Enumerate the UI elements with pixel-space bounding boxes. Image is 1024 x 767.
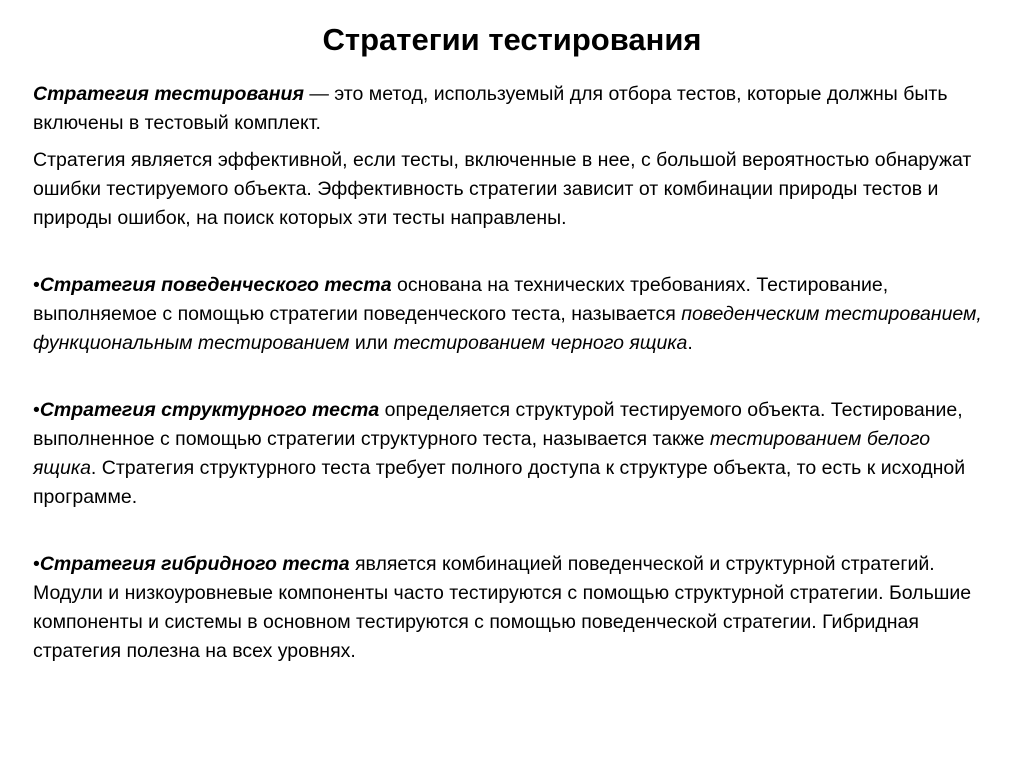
definition-text: — это метод, используемый для отбора тестов, которые должны быть включены в тестовый комплект. [33, 83, 948, 134]
bullet-icon: • [33, 553, 40, 575]
hybrid-text: является комбинацией поведенческой и структурной стратегий. Модули и низкоуровневые компоненты часто тестируются с помощью структурной стратегии. Большие компоненты и системы в основном тестируются с помощью поведенческой стратегии. Гибридная стратегия полезна на всех уровнях. [33, 553, 972, 662]
definition-paragraph [33, 80, 993, 138]
behavioral-end: . [687, 332, 693, 354]
definition-term: Стратегия тестирования [33, 83, 304, 105]
structural-text-2: . Стратегия структурного теста требует полного доступа к структуре объекта, то есть к исходной программе. [33, 457, 966, 508]
behavioral-text: основана на технических требованиях. Тестирование, выполняемое с помощью стратегии поведенческого теста, называется [33, 274, 889, 325]
structural-term: Стратегия структурного теста [39, 399, 380, 421]
bullet-icon: • [33, 274, 40, 296]
behavioral-alias-1: поведенческим тестированием, функциональным тестированием [33, 303, 982, 354]
behavioral-paragraph [33, 271, 993, 358]
hybrid-term: Стратегия гибридного теста [39, 553, 350, 575]
behavioral-joiner: или [349, 332, 394, 354]
bullet-icon: • [33, 399, 40, 421]
effectiveness-paragraph: Стратегия является эффективной, если тесты, включенные в нее, с большой вероятностью обнаружат ошибки тестируемого объекта. Эффективность стратегии зависит от комбинации природы тестов и природы ошибок, на поиск которых эти тесты направлены. [33, 149, 972, 229]
hybrid-paragraph [33, 550, 993, 666]
behavioral-alias-2: тестированием черного ящика [393, 332, 688, 354]
structural-alias: тестированием белого ящика [33, 428, 931, 479]
structural-text-1: определяется структурой тестируемого объекта. Тестирование, выполненное с помощью стратегии структурного теста, называется также [33, 399, 963, 450]
slide-title: Стратегии тестирования [322, 22, 702, 57]
slide-content [33, 80, 993, 666]
structural-paragraph [33, 396, 993, 512]
behavioral-term: Стратегия поведенческого теста [39, 274, 392, 296]
